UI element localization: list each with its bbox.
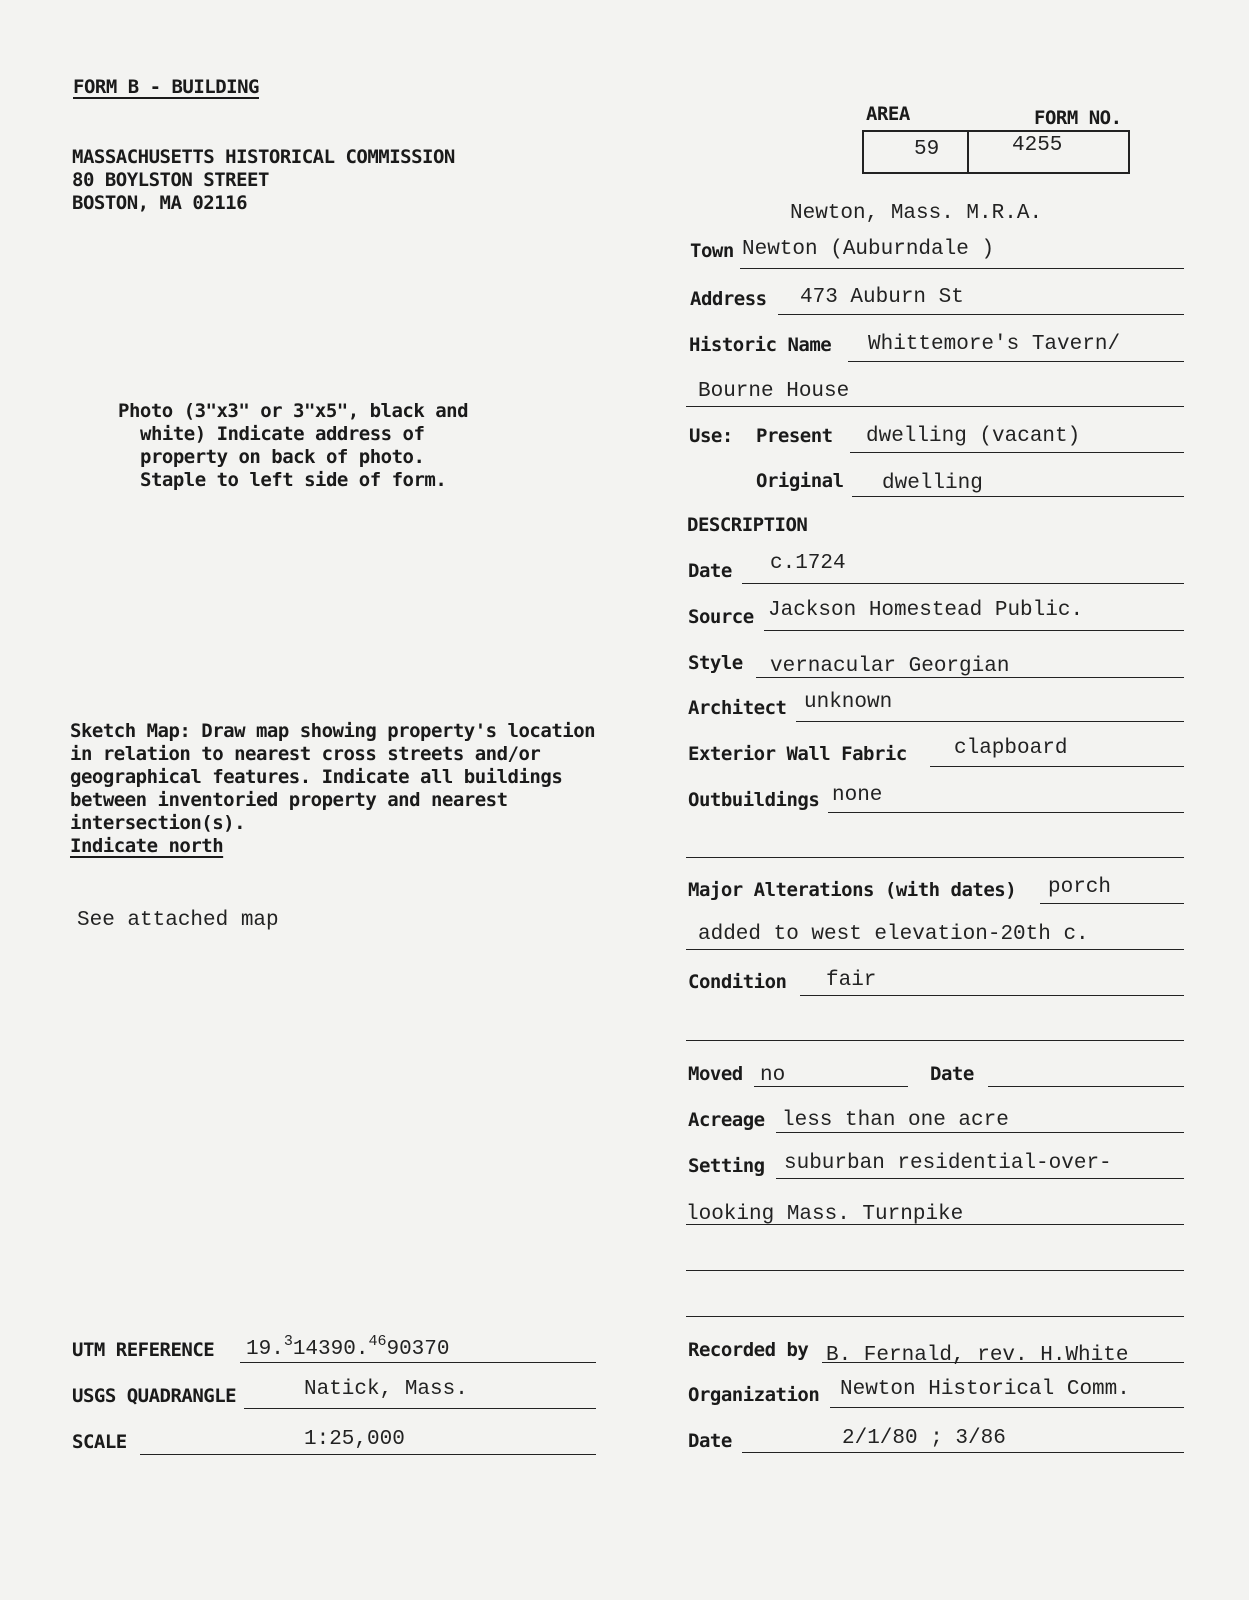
address-value[interactable]: 473 Auburn St bbox=[800, 286, 964, 309]
photo-line: Staple to left side of form. bbox=[140, 469, 447, 491]
setting-value[interactable]: suburban residential-over- bbox=[784, 1152, 1112, 1175]
moved-value[interactable]: no bbox=[760, 1064, 786, 1087]
town-label: Town bbox=[690, 240, 734, 262]
outbuildings-label: Outbuildings bbox=[688, 789, 820, 811]
sketch-line: between inventoried property and nearest bbox=[70, 789, 508, 811]
form-no-value[interactable]: 4255 bbox=[1012, 134, 1063, 157]
indicate-north: Indicate north bbox=[70, 835, 224, 857]
address-label: Address bbox=[690, 288, 767, 310]
use-label: Use: bbox=[689, 425, 733, 447]
town-line bbox=[740, 268, 1184, 269]
architect-value[interactable]: unknown bbox=[804, 691, 893, 714]
sketch-line: geographical features. Indicate all buildings bbox=[70, 766, 563, 788]
major-alterations-line bbox=[1040, 903, 1184, 904]
rec-date-value[interactable]: 2/1/80 ; 3/86 bbox=[842, 1427, 1006, 1450]
utm-value[interactable] bbox=[246, 1333, 449, 1361]
setting-value-2[interactable]: looking Mass. Turnpike bbox=[686, 1203, 964, 1226]
historic-name-value-2[interactable]: Bourne House bbox=[698, 380, 850, 403]
date-label: Date bbox=[688, 560, 732, 582]
condition-label: Condition bbox=[688, 971, 787, 993]
major-alterations-value[interactable]: porch bbox=[1048, 876, 1112, 899]
condition-line-2 bbox=[686, 1040, 1184, 1041]
exterior-wall-line bbox=[930, 766, 1184, 767]
sketch-instructions bbox=[70, 720, 595, 858]
condition-value[interactable]: fair bbox=[826, 969, 877, 992]
utm-zone: 19. bbox=[246, 1338, 284, 1361]
commission-street: 80 BOYLSTON STREET bbox=[72, 169, 269, 191]
style-line bbox=[756, 677, 1184, 678]
major-alterations-line-2 bbox=[686, 949, 1184, 950]
condition-line bbox=[800, 995, 1184, 996]
exterior-wall-value[interactable]: clapboard bbox=[954, 737, 1068, 760]
major-alterations-value-2[interactable]: added to west elevation-20th c. bbox=[698, 923, 1089, 946]
outbuildings-value[interactable]: none bbox=[832, 784, 883, 807]
setting-line bbox=[776, 1178, 1184, 1179]
scale-label: SCALE bbox=[72, 1431, 127, 1453]
setting-line-3 bbox=[686, 1270, 1184, 1271]
organization-value[interactable]: Newton Historical Comm. bbox=[840, 1378, 1130, 1401]
photo-line: Photo (3"x3" or 3"x5", black and bbox=[118, 400, 469, 422]
usgs-line bbox=[244, 1408, 596, 1409]
sketch-line: in relation to nearest cross streets and/or bbox=[70, 743, 541, 765]
photo-line: property on back of photo. bbox=[140, 446, 425, 468]
historic-name-value[interactable]: Whittemore's Tavern/ bbox=[868, 333, 1121, 356]
source-line bbox=[764, 630, 1184, 631]
box-divider bbox=[967, 132, 969, 172]
source-value[interactable]: Jackson Homestead Public. bbox=[768, 599, 1084, 622]
outbuildings-line-2 bbox=[686, 857, 1184, 858]
utm-easting-prefix: 3 bbox=[283, 1333, 293, 1350]
rec-date-line bbox=[742, 1452, 1184, 1453]
original-line bbox=[852, 496, 1184, 497]
acreage-value[interactable]: less than one acre bbox=[782, 1109, 1009, 1132]
see-attached-map[interactable]: See attached map bbox=[77, 909, 279, 932]
form-no-label: FORM NO. bbox=[1034, 107, 1122, 129]
utm-easting: 14390. bbox=[292, 1338, 369, 1361]
setting-line-4 bbox=[686, 1316, 1184, 1317]
historic-name-line bbox=[848, 361, 1184, 362]
present-value[interactable]: dwelling (vacant) bbox=[866, 425, 1081, 448]
utm-northing-prefix: 46 bbox=[368, 1333, 387, 1350]
moved-line bbox=[754, 1086, 908, 1087]
area-label: AREA bbox=[866, 103, 910, 125]
moved-label: Moved bbox=[688, 1063, 743, 1085]
photo-instructions bbox=[118, 400, 468, 492]
description-heading: DESCRIPTION bbox=[687, 514, 808, 536]
outbuildings-line bbox=[828, 812, 1184, 813]
style-value[interactable]: vernacular Georgian bbox=[770, 655, 1010, 678]
utm-northing: 90370 bbox=[386, 1338, 450, 1361]
moved-date-line bbox=[988, 1086, 1184, 1087]
architect-line bbox=[796, 721, 1184, 722]
date-line bbox=[742, 583, 1184, 584]
recorded-by-line bbox=[822, 1362, 1184, 1363]
organization-line bbox=[830, 1407, 1184, 1408]
town-value[interactable]: Newton (Auburndale ) bbox=[742, 238, 995, 261]
sketch-line: Sketch Map: Draw map showing property's location bbox=[70, 720, 596, 742]
form-title: FORM B - BUILDING bbox=[73, 76, 259, 98]
scale-value[interactable]: 1:25,000 bbox=[304, 1428, 405, 1451]
utm-line bbox=[240, 1362, 596, 1363]
mra-heading: Newton, Mass. M.R.A. bbox=[790, 202, 1043, 225]
setting-line-2 bbox=[686, 1224, 1184, 1225]
historic-name-line-2 bbox=[686, 406, 1184, 407]
organization-label: Organization bbox=[688, 1384, 820, 1406]
date-value[interactable]: c.1724 bbox=[770, 552, 846, 575]
commission-city: BOSTON, MA 02116 bbox=[72, 192, 248, 214]
style-label: Style bbox=[688, 652, 743, 674]
historic-name-label: Historic Name bbox=[689, 334, 832, 356]
acreage-label: Acreage bbox=[688, 1109, 765, 1131]
acreage-line bbox=[776, 1132, 1184, 1133]
scale-line bbox=[140, 1454, 596, 1455]
architect-label: Architect bbox=[688, 697, 787, 719]
utm-label: UTM REFERENCE bbox=[72, 1339, 215, 1361]
usgs-value[interactable]: Natick, Mass. bbox=[304, 1378, 468, 1401]
present-line bbox=[850, 452, 1184, 453]
photo-line: white) Indicate address of bbox=[140, 423, 425, 445]
recorded-by-label: Recorded by bbox=[688, 1339, 809, 1361]
original-value[interactable]: dwelling bbox=[882, 472, 983, 495]
recorded-by-value[interactable]: B. Fernald, rev. H.White bbox=[826, 1344, 1129, 1367]
original-label: Original bbox=[756, 470, 844, 492]
area-value[interactable]: 59 bbox=[914, 138, 940, 161]
setting-label: Setting bbox=[688, 1155, 765, 1177]
major-alterations-label: Major Alterations (with dates) bbox=[688, 879, 1017, 901]
rec-date-label: Date bbox=[688, 1430, 732, 1452]
commission-name: MASSACHUSETTS HISTORICAL COMMISSION bbox=[72, 146, 455, 168]
area-form-box bbox=[862, 130, 1130, 174]
usgs-label: USGS QUADRANGLE bbox=[72, 1385, 237, 1407]
sketch-line: intersection(s). bbox=[70, 812, 246, 834]
source-label: Source bbox=[688, 606, 754, 628]
moved-date-label: Date bbox=[930, 1063, 974, 1085]
exterior-wall-label: Exterior Wall Fabric bbox=[688, 743, 907, 765]
address-line bbox=[778, 314, 1184, 315]
present-label: Present bbox=[756, 425, 833, 447]
